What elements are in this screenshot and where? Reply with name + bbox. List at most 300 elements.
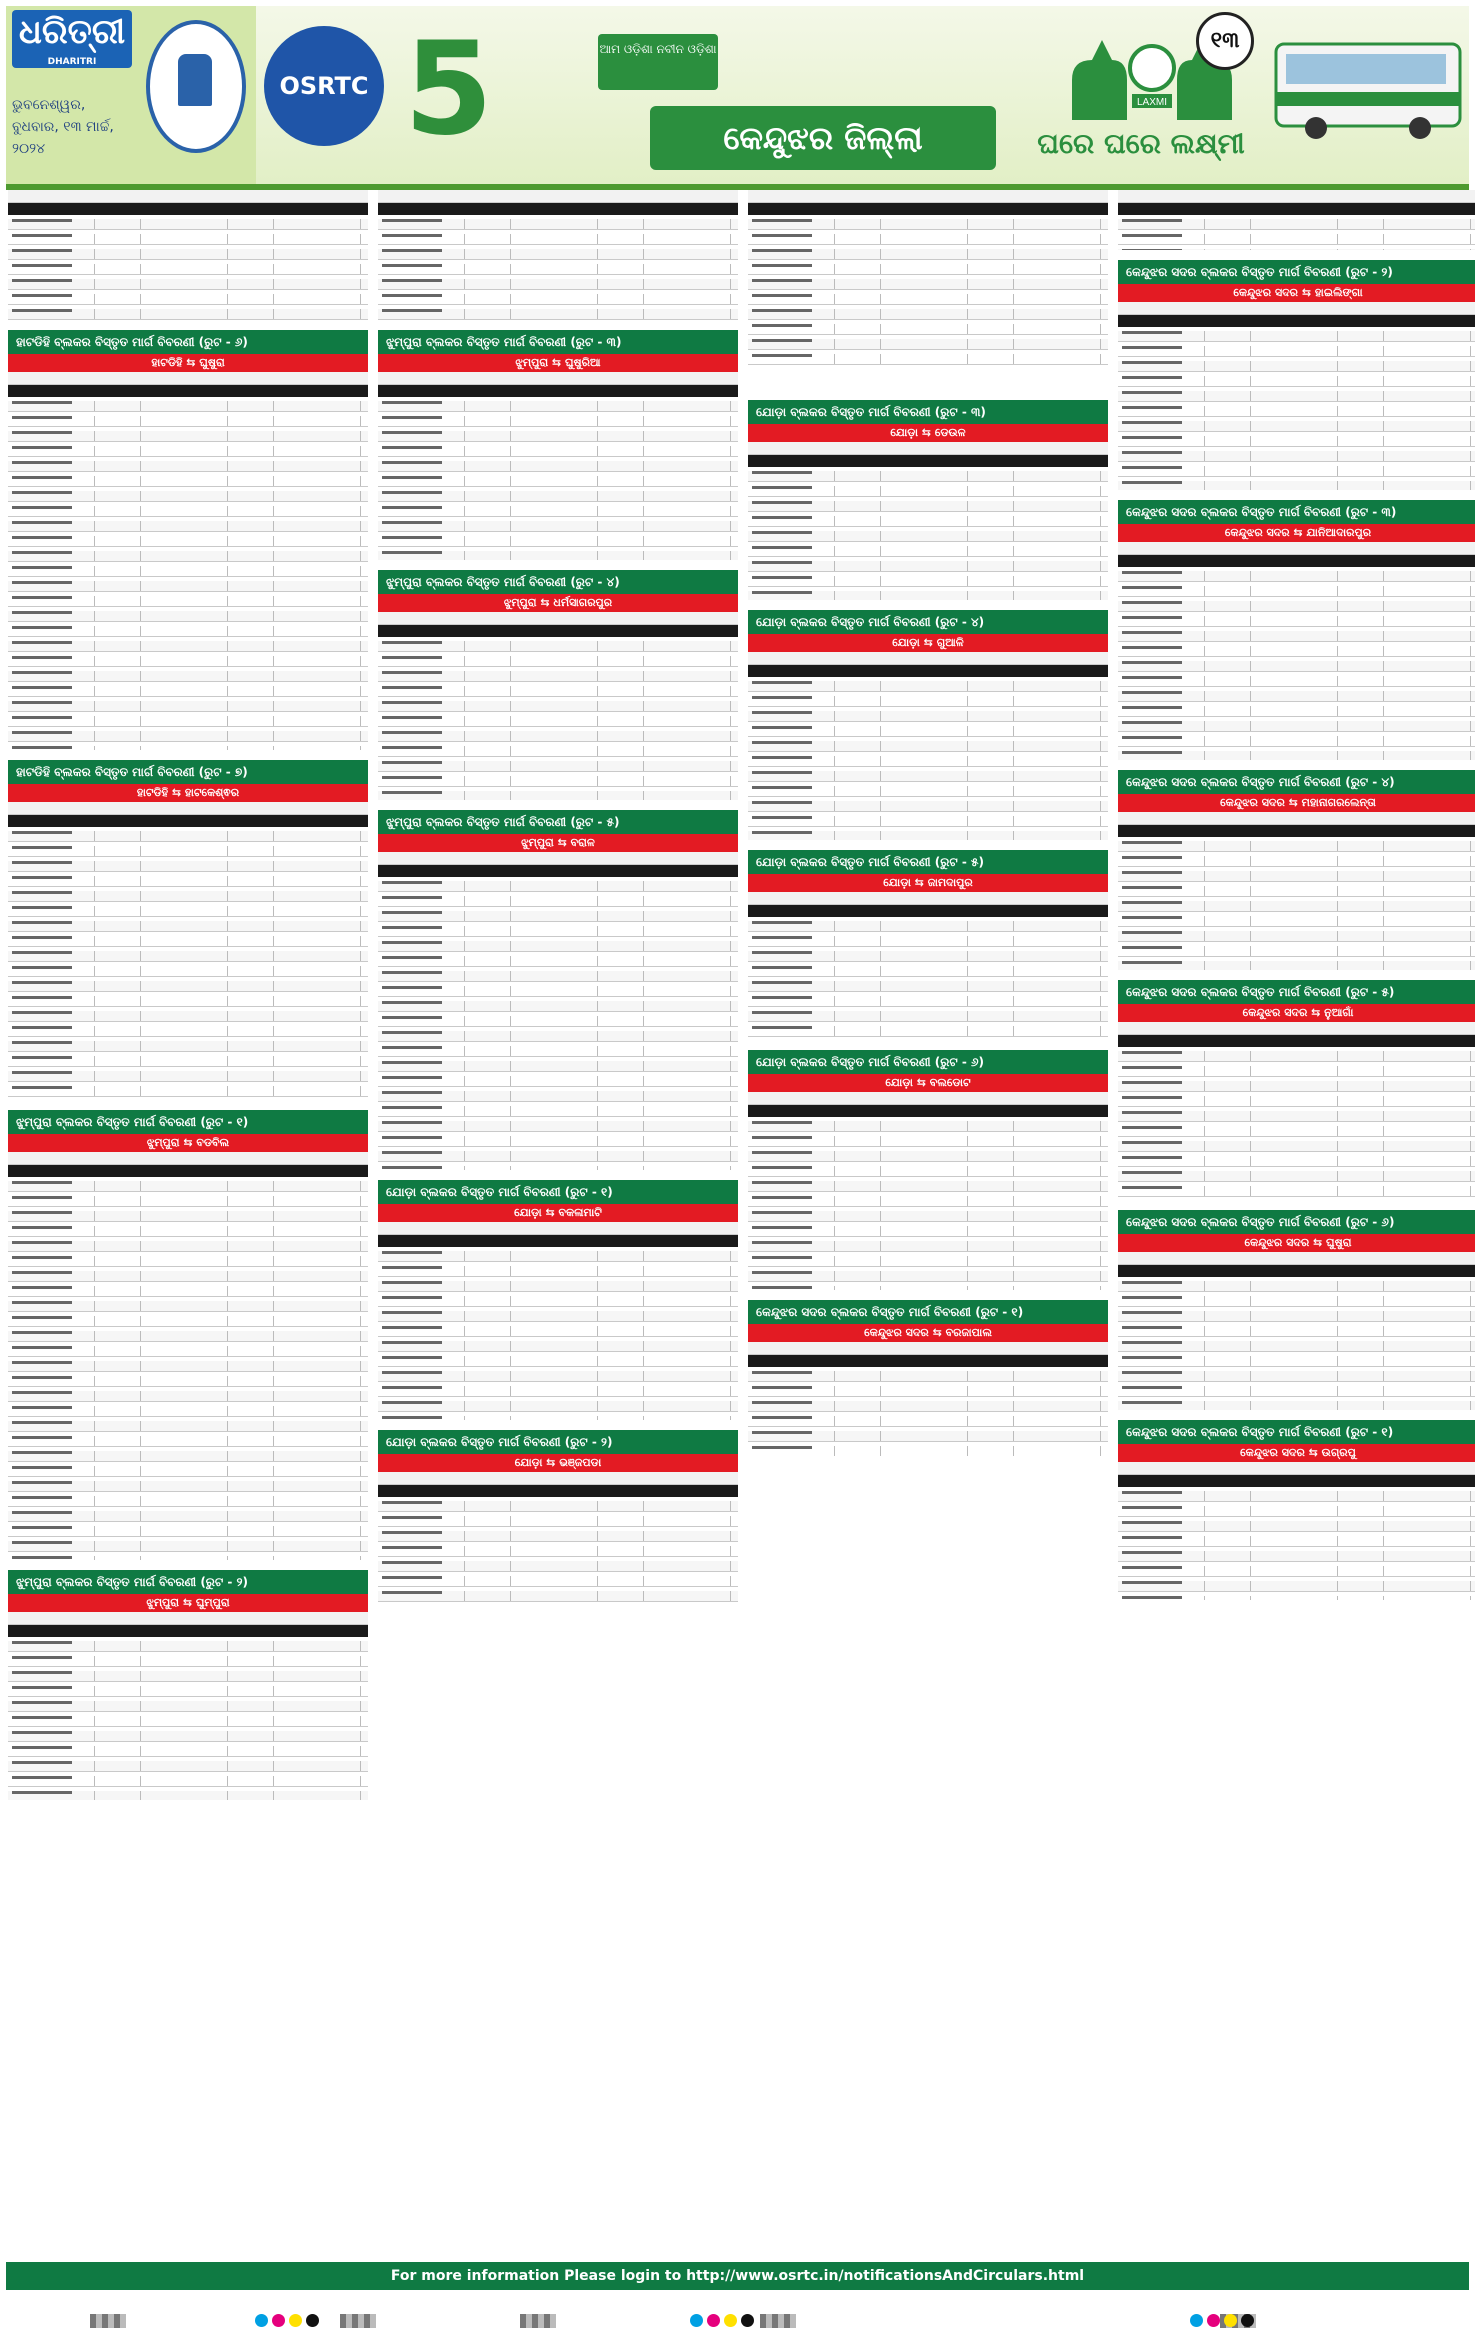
- stop-name-placeholder: [382, 1031, 442, 1034]
- table-row: [748, 1431, 1108, 1442]
- table-row: [8, 966, 368, 977]
- route-block: [378, 810, 738, 1170]
- table-row: [748, 1026, 1108, 1037]
- table-row: [748, 294, 1108, 305]
- table-row: [8, 1391, 368, 1402]
- stop-name-placeholder: [12, 1256, 72, 1259]
- table-row: [1118, 1386, 1475, 1397]
- stop-name-placeholder: [12, 1011, 72, 1014]
- table-row: [748, 591, 1108, 600]
- stop-name-placeholder: [1122, 376, 1182, 379]
- stop-name-placeholder: [12, 1196, 72, 1199]
- table-row: [378, 776, 738, 787]
- route-endpoints: କେନ୍ଦୁଝର ସଦର ⇆ ବରଜାପାଲ: [748, 1324, 1108, 1342]
- table-row: [8, 566, 368, 577]
- route-endpoints: ଝୁମ୍ପୁରା ⇆ ବଡବିଲ: [8, 1134, 368, 1152]
- stop-name-placeholder: [752, 516, 812, 519]
- stop-name-placeholder: [12, 596, 72, 599]
- route-endpoints: କେନ୍ଦୁଝର ସଦର ⇆ ନୁଆଗାଁ: [1118, 1004, 1475, 1022]
- table-row: [1118, 1051, 1475, 1062]
- stop-name-placeholder: [1122, 961, 1182, 964]
- table-row: [8, 671, 368, 682]
- stop-name-placeholder: [12, 936, 72, 939]
- table-row: [8, 846, 368, 857]
- print-registration-marks: [0, 2300, 1475, 2339]
- table-row: [378, 1091, 738, 1102]
- stop-name-placeholder: [382, 551, 442, 554]
- table-row: [8, 1466, 368, 1477]
- stop-name-placeholder: [382, 986, 442, 989]
- table-row: [1118, 1371, 1475, 1382]
- route-endpoints: ଯୋଡ଼ା ⇆ ଭଞ୍ଜପଡା: [378, 1454, 738, 1472]
- table-row: [1118, 421, 1475, 432]
- route-endpoints: ହାଟଡିହି ⇆ ଘୁଷୁରା: [8, 354, 368, 372]
- table-row: [8, 1761, 368, 1772]
- stop-name-placeholder: [382, 956, 442, 959]
- route-endpoints: ଝୁମ୍ପୁରା ⇆ ଧର୍ମସାଗରପୁର: [378, 594, 738, 612]
- timetable: [8, 802, 368, 1100]
- table-row: [8, 506, 368, 517]
- route-endpoints: ଝୁମ୍ପୁରା ⇆ ଘୁଷୁରିଆ: [378, 354, 738, 372]
- table-row: [8, 234, 368, 245]
- stop-name-placeholder: [1122, 691, 1182, 694]
- stop-name-placeholder: [382, 1416, 442, 1419]
- stop-name-placeholder: [382, 671, 442, 674]
- stop-name-placeholder: [382, 1166, 442, 1169]
- route-title: ଯୋଡ଼ା ବ୍ଲକର ବିସ୍ତୃତ ମାର୍ଗ ବିବରଣୀ (ରୁଟ - ୬): [748, 1050, 1108, 1074]
- stop-name-placeholder: [12, 1331, 72, 1334]
- table-row: [1118, 219, 1475, 230]
- stop-name-placeholder: [752, 1286, 812, 1289]
- stop-name-placeholder: [1122, 1341, 1182, 1344]
- table-row: [8, 1071, 368, 1082]
- trip-header-row: [8, 372, 368, 385]
- stop-name-placeholder: [752, 531, 812, 534]
- table-row: [378, 671, 738, 682]
- stop-name-placeholder: [382, 1326, 442, 1329]
- stop-name-placeholder: [752, 1026, 812, 1029]
- stop-name-placeholder: [752, 501, 812, 504]
- trip-header-row: [8, 1612, 368, 1625]
- table-row: [8, 1211, 368, 1222]
- table-row: [378, 401, 738, 412]
- trip-header-row: [1118, 302, 1475, 315]
- route-block: [8, 1110, 368, 1560]
- table-row: [378, 1136, 738, 1147]
- table-row: [378, 491, 738, 502]
- table-row: [8, 476, 368, 487]
- column-header-row: [8, 815, 368, 827]
- stop-name-placeholder: [752, 726, 812, 729]
- stop-name-placeholder: [752, 1181, 812, 1184]
- stop-name-placeholder: [382, 926, 442, 929]
- column-header-row: [8, 203, 368, 215]
- stop-name-placeholder: [12, 506, 72, 509]
- table-row: [1118, 1096, 1475, 1107]
- column-header-row: [748, 1355, 1108, 1367]
- trip-header-row: [748, 442, 1108, 455]
- table-row: [8, 294, 368, 305]
- stop-name-placeholder: [382, 401, 442, 404]
- stop-name-placeholder: [382, 536, 442, 539]
- column-header-row: [378, 1235, 738, 1247]
- stop-name-placeholder: [1122, 706, 1182, 709]
- stop-name-placeholder: [1122, 361, 1182, 364]
- table-row: [8, 1226, 368, 1237]
- table-row: [1118, 661, 1475, 672]
- stop-name-placeholder: [382, 1061, 442, 1064]
- timetable: [1118, 812, 1475, 970]
- timetable: [748, 1092, 1108, 1290]
- cmyk-dot: [289, 2314, 302, 2327]
- timetable: [748, 892, 1108, 1040]
- timetable: [748, 442, 1108, 600]
- stop-name-placeholder: [752, 1401, 812, 1404]
- column-header-row: [1118, 1035, 1475, 1047]
- table-row: [8, 1086, 368, 1097]
- route-title: କେନ୍ଦୁଝର ସଦର ବ୍ଲକର ବିସ୍ତୃତ ମାର୍ଗ ବିବରଣୀ (ରୁଟ - ୬): [1118, 1210, 1475, 1234]
- newspaper-logo: [12, 10, 132, 68]
- stop-name-placeholder: [1122, 1081, 1182, 1084]
- table-row: [1118, 1171, 1475, 1182]
- route-title: ହାଟଡିହି ବ୍ଲକର ବିସ୍ତୃତ ମାର୍ଗ ବିବରଣୀ (ରୁଟ - ୭): [8, 760, 368, 784]
- column-header-row: [1118, 203, 1475, 215]
- table-row: [1118, 901, 1475, 912]
- table-row: [378, 1326, 738, 1337]
- table-row: [748, 1226, 1108, 1237]
- stop-name-placeholder: [12, 1041, 72, 1044]
- stop-name-placeholder: [12, 476, 72, 479]
- stop-name-placeholder: [1122, 1156, 1182, 1159]
- table-row: [378, 956, 738, 967]
- column-header-row: [378, 385, 738, 397]
- table-row: [378, 446, 738, 457]
- table-row: [1118, 1296, 1475, 1307]
- table-row: [748, 1416, 1108, 1427]
- timetable: [8, 1612, 368, 1800]
- stop-name-placeholder: [1122, 886, 1182, 889]
- stop-name-placeholder: [12, 219, 72, 222]
- table-row: [1118, 856, 1475, 867]
- stop-name-placeholder: [752, 486, 812, 489]
- stop-name-placeholder: [1122, 916, 1182, 919]
- stop-name-placeholder: [382, 491, 442, 494]
- table-row: [748, 1181, 1108, 1192]
- table-row: [378, 1576, 738, 1587]
- stop-name-placeholder: [12, 1641, 72, 1644]
- stop-name-placeholder: [752, 339, 812, 342]
- stop-name-placeholder: [12, 1181, 72, 1184]
- trip-header-row: [378, 190, 738, 203]
- stop-name-placeholder: [382, 1296, 442, 1299]
- stop-name-placeholder: [382, 1561, 442, 1564]
- timetable: [378, 372, 738, 560]
- stop-name-placeholder: [382, 731, 442, 734]
- stop-name-placeholder: [1122, 841, 1182, 844]
- stop-name-placeholder: [1122, 1401, 1182, 1404]
- table-row: [748, 279, 1108, 290]
- stop-name-placeholder: [12, 1406, 72, 1409]
- table-row: [8, 716, 368, 727]
- route-title: ଯୋଡ଼ା ବ୍ଲକର ବିସ୍ତୃତ ମାର୍ଗ ବିବରଣୀ (ରୁଟ - ୨): [378, 1430, 738, 1454]
- route-title: ଝୁମ୍ପୁରା ବ୍ଲକର ବିସ୍ତୃତ ମାର୍ଗ ବିବରଣୀ (ରୁଟ - ୩): [378, 330, 738, 354]
- table-row: [1118, 1111, 1475, 1122]
- table-row: [748, 756, 1108, 767]
- stop-name-placeholder: [1122, 421, 1182, 424]
- route-title: କେନ୍ଦୁଝର ସଦର ବ୍ଲକର ବିସ୍ତୃତ ମାର୍ଗ ବିବରଣୀ (ରୁଟ - ୪): [1118, 770, 1475, 794]
- table-row: [748, 696, 1108, 707]
- stop-name-placeholder: [12, 1241, 72, 1244]
- table-row: [1118, 721, 1475, 732]
- stop-name-placeholder: [1122, 1111, 1182, 1114]
- table-row: [8, 906, 368, 917]
- column-header-row: [8, 1165, 368, 1177]
- table-row: [378, 1371, 738, 1382]
- table-row: [1118, 391, 1475, 402]
- table-row: [748, 501, 1108, 512]
- trip-header-row: [1118, 1252, 1475, 1265]
- table-row: [8, 1511, 368, 1522]
- stop-name-placeholder: [752, 561, 812, 564]
- stop-name-placeholder: [12, 1701, 72, 1704]
- table-row: [1118, 616, 1475, 627]
- stop-name-placeholder: [382, 776, 442, 779]
- column-header-row: [1118, 555, 1475, 567]
- table-row: [378, 294, 738, 305]
- stop-name-placeholder: [12, 1271, 72, 1274]
- table-row: [748, 249, 1108, 260]
- cmyk-dot: [306, 2314, 319, 2327]
- table-row: [748, 309, 1108, 320]
- table-row: [378, 1061, 738, 1072]
- trip-header-row: [8, 802, 368, 815]
- table-row: [8, 1011, 368, 1022]
- table-row: [378, 911, 738, 922]
- table-row: [748, 516, 1108, 527]
- column-header-row: [1118, 1265, 1475, 1277]
- table-row: [378, 1386, 738, 1397]
- stop-name-placeholder: [382, 1266, 442, 1269]
- stop-name-placeholder: [752, 1211, 812, 1214]
- masthead-box: [6, 6, 256, 184]
- table-row: [1118, 646, 1475, 657]
- table-row: [748, 741, 1108, 752]
- table-row: [8, 1271, 368, 1282]
- stop-name-placeholder: [1122, 234, 1182, 237]
- route-endpoints: ଯୋଡ଼ା ⇆ ବଲଡୋଟ: [748, 1074, 1108, 1092]
- table-row: [748, 471, 1108, 482]
- table-row: [8, 264, 368, 275]
- stop-name-placeholder: [12, 641, 72, 644]
- route-endpoints: ଯୋଡ଼ା ⇆ ଗୁଆଳି: [748, 634, 1108, 652]
- stop-name-placeholder: [382, 896, 442, 899]
- column-header-row: [748, 203, 1108, 215]
- table-row: [378, 279, 738, 290]
- stop-name-placeholder: [1122, 391, 1182, 394]
- table-row: [748, 219, 1108, 230]
- table-row: [8, 1526, 368, 1537]
- table-row: [748, 561, 1108, 572]
- stop-name-placeholder: [12, 1316, 72, 1319]
- stop-name-placeholder: [12, 1026, 72, 1029]
- table-row: [8, 611, 368, 622]
- stop-name-placeholder: [1122, 661, 1182, 664]
- district-title: କେନ୍ଦୁଝର ଜିଲ୍ଲା: [650, 106, 996, 170]
- table-row: [378, 1266, 738, 1277]
- stop-name-placeholder: [382, 234, 442, 237]
- table-row: [8, 891, 368, 902]
- table-row: [748, 339, 1108, 350]
- stop-name-placeholder: [12, 1436, 72, 1439]
- table-row: [8, 309, 368, 320]
- stop-name-placeholder: [12, 701, 72, 704]
- stop-name-placeholder: [382, 416, 442, 419]
- route-title: ଝୁମ୍ପୁରା ବ୍ଲକର ବିସ୍ତୃତ ମାର୍ଗ ବିବରଣୀ (ରୁଟ - ୪): [378, 570, 738, 594]
- stop-name-placeholder: [382, 219, 442, 222]
- stop-name-placeholder: [12, 1746, 72, 1749]
- stop-name-placeholder: [752, 1241, 812, 1244]
- stop-name-placeholder: [1122, 931, 1182, 934]
- table-row: [748, 546, 1108, 557]
- stop-name-placeholder: [12, 921, 72, 924]
- timetable: [1118, 542, 1475, 760]
- table-row: [8, 1791, 368, 1800]
- stop-name-placeholder: [752, 696, 812, 699]
- stop-name-placeholder: [12, 1526, 72, 1529]
- stop-name-placeholder: [12, 521, 72, 524]
- table-row: [748, 1211, 1108, 1222]
- table-row: [8, 1496, 368, 1507]
- route-block: [748, 850, 1108, 1040]
- table-row: [378, 461, 738, 472]
- stop-name-placeholder: [382, 1501, 442, 1504]
- stop-name-placeholder: [382, 761, 442, 764]
- stop-name-placeholder: [1122, 1126, 1182, 1129]
- table-row: [8, 1436, 368, 1447]
- table-row: [378, 506, 738, 517]
- stop-name-placeholder: [382, 1401, 442, 1404]
- stop-name-placeholder: [382, 1151, 442, 1154]
- route-title: ଯୋଡ଼ା ବ୍ଲକର ବିସ୍ତୃତ ମାର୍ଗ ବିବରଣୀ (ରୁଟ - ୪): [748, 610, 1108, 634]
- table-row: [378, 1166, 738, 1170]
- table-row: [8, 461, 368, 472]
- table-row: [748, 1136, 1108, 1147]
- table-row: [748, 1386, 1108, 1397]
- table-row: [378, 1356, 738, 1367]
- stop-name-placeholder: [382, 294, 442, 297]
- cmyk-dot: [724, 2314, 737, 2327]
- stop-name-placeholder: [1122, 751, 1182, 754]
- table-row: [748, 681, 1108, 692]
- route-block: [1118, 980, 1475, 1200]
- newspaper-logo-text: ଧରିତ୍ରୀ: [18, 12, 126, 52]
- stop-name-placeholder: [382, 1106, 442, 1109]
- route-title: ଝୁମ୍ପୁରା ବ୍ଲକର ବିସ୍ତୃତ ମାର୍ଗ ବିବରଣୀ (ରୁଟ - ୧): [8, 1110, 368, 1134]
- stop-name-placeholder: [382, 1591, 442, 1594]
- table-row: [378, 1311, 738, 1322]
- table-row: [8, 1026, 368, 1037]
- table-row: [1118, 1356, 1475, 1367]
- table-row: [378, 1561, 738, 1572]
- column-header-row: [1118, 825, 1475, 837]
- trip-header-row: [8, 190, 368, 203]
- table-row: [378, 1546, 738, 1557]
- stop-name-placeholder: [382, 971, 442, 974]
- stop-name-placeholder: [382, 1076, 442, 1079]
- table-row: [748, 324, 1108, 335]
- stop-name-placeholder: [752, 1011, 812, 1014]
- table-row: [8, 1256, 368, 1267]
- table-row: [8, 1406, 368, 1417]
- route-block: [378, 190, 738, 320]
- route-block: [1118, 190, 1475, 250]
- stop-name-placeholder: [382, 1281, 442, 1284]
- stop-name-placeholder: [12, 746, 72, 749]
- table-row: [378, 686, 738, 697]
- table-row: [8, 1241, 368, 1252]
- route-title: ହାଟଡିହି ବ୍ଲକର ବିସ୍ତୃତ ମାର୍ଗ ବିବରଣୀ (ରୁଟ - ୬): [8, 330, 368, 354]
- odisha-govt-seal-icon: [146, 20, 246, 153]
- stop-name-placeholder: [382, 941, 442, 944]
- cmyk-dot: [1224, 2314, 1237, 2327]
- stop-name-placeholder: [12, 671, 72, 674]
- stop-name-placeholder: [752, 981, 812, 984]
- route-block: [8, 1570, 368, 1800]
- stop-name-placeholder: [752, 936, 812, 939]
- stop-name-placeholder: [752, 1431, 812, 1434]
- table-row: [748, 726, 1108, 737]
- table-row: [748, 831, 1108, 840]
- route-block: [1118, 260, 1475, 490]
- stop-name-placeholder: [12, 656, 72, 659]
- stop-name-placeholder: [1122, 1521, 1182, 1524]
- table-row: [8, 746, 368, 750]
- table-row: [8, 446, 368, 457]
- stop-name-placeholder: [1122, 451, 1182, 454]
- cmyk-dot: [272, 2314, 285, 2327]
- stop-name-placeholder: [12, 1761, 72, 1764]
- table-row: [8, 861, 368, 872]
- route-block: [378, 1180, 738, 1420]
- route-endpoints: କେନ୍ଦୁଝର ସଦର ⇆ ଯାନିଆଦାରପୁର: [1118, 524, 1475, 542]
- table-row: [748, 786, 1108, 797]
- stop-name-placeholder: [12, 1496, 72, 1499]
- osrtc-logo: OSRTC: [264, 26, 384, 146]
- table-row: [1118, 331, 1475, 342]
- stop-name-placeholder: [382, 1251, 442, 1254]
- route-block: [378, 570, 738, 800]
- table-row: [378, 521, 738, 532]
- stop-name-placeholder: [752, 741, 812, 744]
- page-number: ୧୩: [1196, 12, 1254, 70]
- table-row: [378, 701, 738, 712]
- table-row: [1118, 249, 1475, 250]
- stop-name-placeholder: [12, 891, 72, 894]
- stop-name-placeholder: [1122, 466, 1182, 469]
- table-row: [8, 491, 368, 502]
- stop-name-placeholder: [382, 1576, 442, 1579]
- column-header-row: [8, 1625, 368, 1637]
- table-row: [1118, 1566, 1475, 1577]
- stop-name-placeholder: [1122, 1171, 1182, 1174]
- trip-header-row: [748, 652, 1108, 665]
- table-row: [1118, 481, 1475, 490]
- table-row: [378, 1531, 738, 1542]
- table-row: [1118, 361, 1475, 372]
- stop-name-placeholder: [1122, 481, 1182, 484]
- table-row: [1118, 886, 1475, 897]
- stop-name-placeholder: [752, 546, 812, 549]
